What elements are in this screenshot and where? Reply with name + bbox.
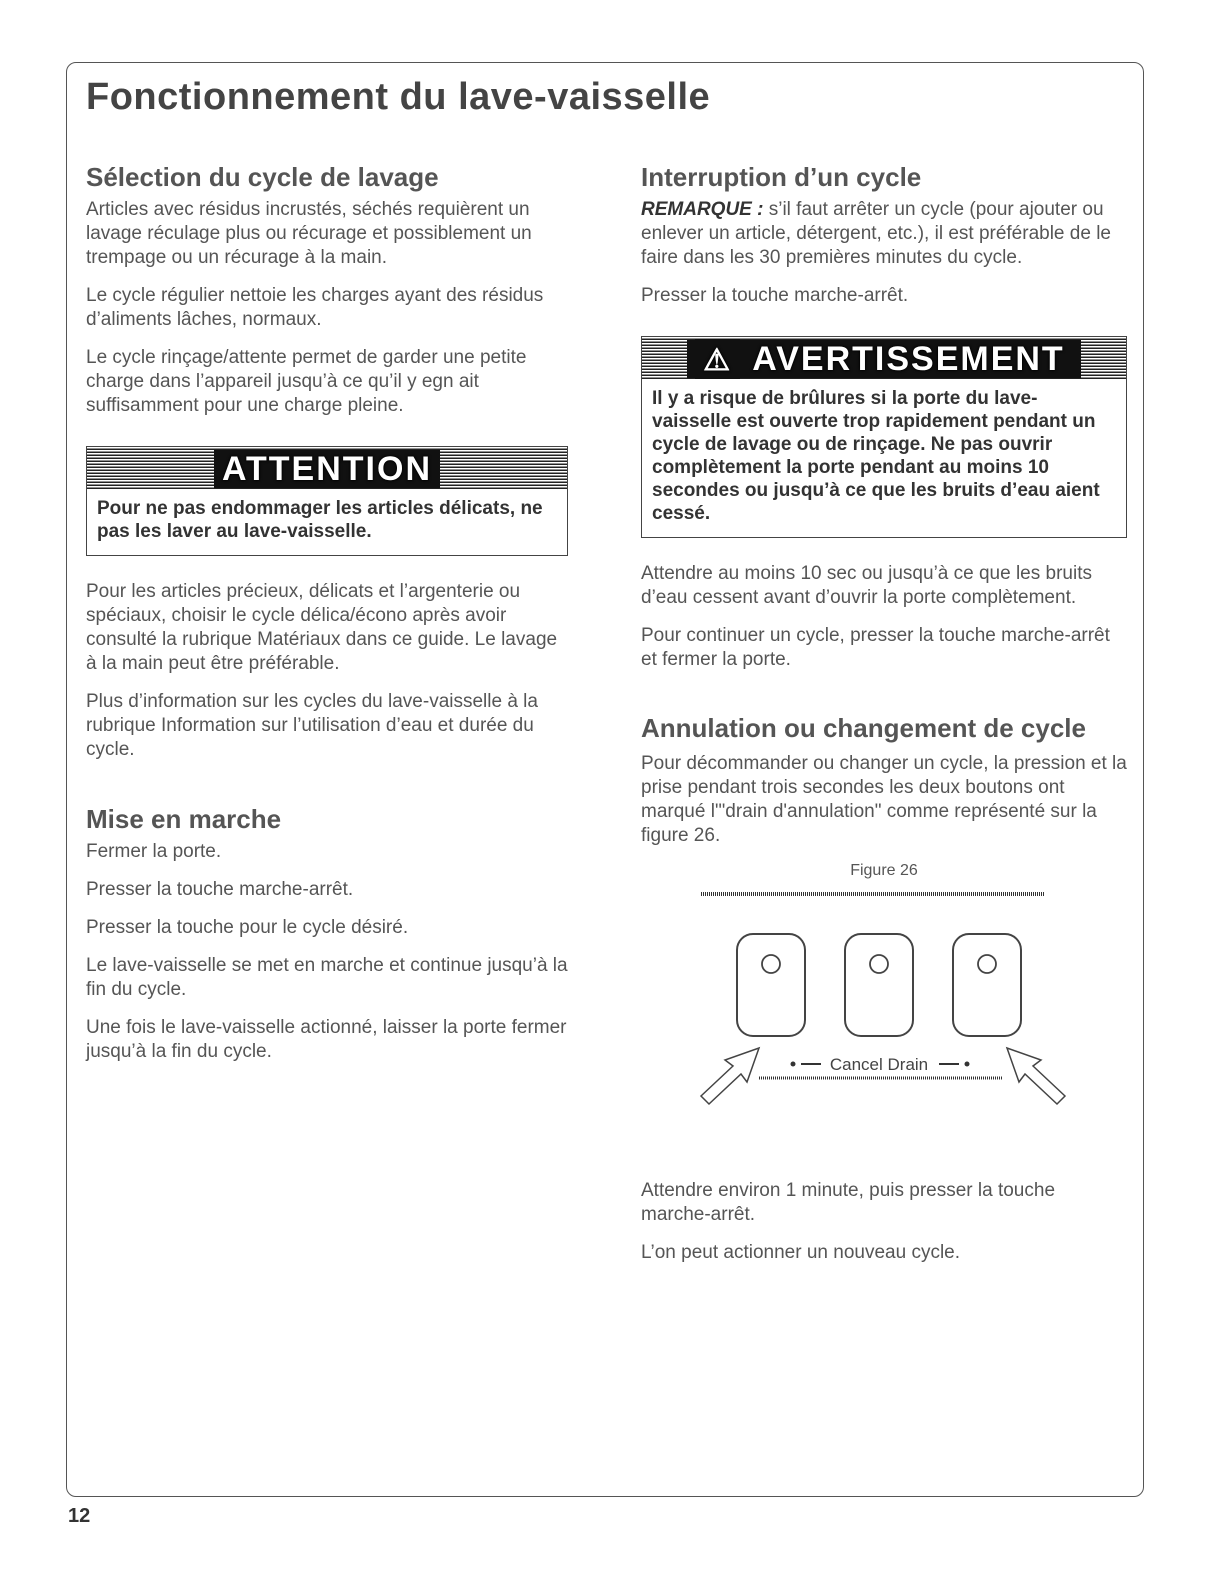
cancel-paragraph: Pour décommander ou changer un cycle, la pression et la prise pendant trois secondes les deux boutons ont marqué l'"drain d'annulation" comme représenté sur la figure 26. <box>641 753 1127 846</box>
final-paragraph-1: Attendre environ 1 minute, puis presser la touche marche-arrêt. <box>641 1180 1056 1225</box>
page-number: 12 <box>68 1505 91 1527</box>
attention-header <box>87 447 567 489</box>
warning-box <box>641 336 1127 538</box>
selection-paragraph-1: Articles avec résidus incrustés, séchés requièrent un lavage réculage plus ou récurage et possiblement un trempage ou un récurage à la main. <box>86 199 532 268</box>
warning-icon: ⚠ <box>695 339 740 379</box>
start-paragraph-4: Le lave-vaisselle se met en marche et continue jusqu’à la fin du cycle. <box>86 955 568 1000</box>
selection-paragraph-3: Le cycle rinçage/attente permet de garder une petite charge dans l’appareil jusqu’à ce qu’il y egn ait suffisamment pour une charge pleine. <box>86 347 527 416</box>
right-dot <box>965 1062 970 1067</box>
wait-paragraph-2: Pour continuer un cycle, presser la touche marche-arrêt et fermer la porte. <box>641 625 1110 670</box>
cancel-heading: Annulation ou changement de cycle <box>641 713 1086 743</box>
start-paragraph-1: Fermer la porte. <box>86 841 222 862</box>
figure-26-illustration <box>641 890 1127 1140</box>
start-heading: Mise en marche <box>86 804 282 834</box>
wait-paragraph-1: Attendre au moins 10 sec ou jusqu’à ce que les bruits d’eau cessent avant d’ouvrir la porte complètement. <box>641 563 1092 608</box>
info-paragraph-1: Pour les articles précieux, délicats et l’argenterie ou spéciaux, choisir le cycle délica/écono après avoir consulté la rubrique Matériaux dans ce guide. Le lavage à la main peut être préférable. <box>86 581 558 674</box>
note-text: s’il faut arrêter un cycle (pour ajouter ou enlever un article, détergent, etc.), il est préférable de le faire dans les 30 premières minutes du cycle. <box>641 199 1111 268</box>
selection-heading: Sélection du cycle de lavage <box>86 162 439 192</box>
attention-text: Pour ne pas endommager les articles délicats, ne pas les laver au lave-vaisselle. <box>97 498 543 542</box>
interrupt-paragraph: Presser la touche marche-arrêt. <box>641 285 909 306</box>
button-3 <box>953 934 1021 1036</box>
attention-header-text: ATTENTION <box>214 450 440 488</box>
start-paragraph-3: Presser la touche pour le cycle désiré. <box>86 917 409 938</box>
interrupt-heading: Interruption d’un cycle <box>641 162 922 192</box>
selection-paragraph-2: Le cycle régulier nettoie les charges ayant des résidus d’aliments lâches, normaux. <box>86 285 544 330</box>
left-column <box>86 162 568 1078</box>
button-2 <box>845 934 913 1036</box>
cancel-drain-label: Cancel Drain <box>829 1055 929 1074</box>
warning-header-text: AVERTISSEMENT <box>744 340 1073 378</box>
left-arrow-icon <box>701 1048 759 1104</box>
warning-text: Il y a risque de brûlures si la porte du lave-vaisselle est ouverte trop rapidement pendant un cycle de lavage ou de rinçage. Ne pas ouvrir complètement la porte pendant au moins 10 secondes ou jusqu’à ce que les bruits d’eau aient cessé. <box>652 388 1100 524</box>
button-1 <box>737 934 805 1036</box>
attention-box <box>86 446 568 556</box>
page-title: Fonctionnement du lave-vaisselle <box>86 76 711 118</box>
warning-header <box>642 337 1126 379</box>
figure-caption: Figure 26 <box>850 862 918 879</box>
left-dot <box>791 1062 796 1067</box>
interrupt-note <box>641 198 1127 270</box>
note-label: REMARQUE : <box>641 199 764 220</box>
start-paragraph-5: Une fois le lave-vaisselle actionné, laisser la porte fermer jusqu’à la fin du cycle. <box>86 1017 567 1062</box>
right-column <box>641 162 1127 1279</box>
info-paragraph-2: Plus d’information sur les cycles du lave-vaisselle à la rubrique Information sur l’utilisation d’eau et durée du cycle. <box>86 691 538 760</box>
final-paragraph-2: L’on peut actionner un nouveau cycle. <box>641 1242 961 1263</box>
right-arrow-icon <box>1007 1048 1065 1104</box>
start-paragraph-2: Presser la touche marche-arrêt. <box>86 879 354 900</box>
